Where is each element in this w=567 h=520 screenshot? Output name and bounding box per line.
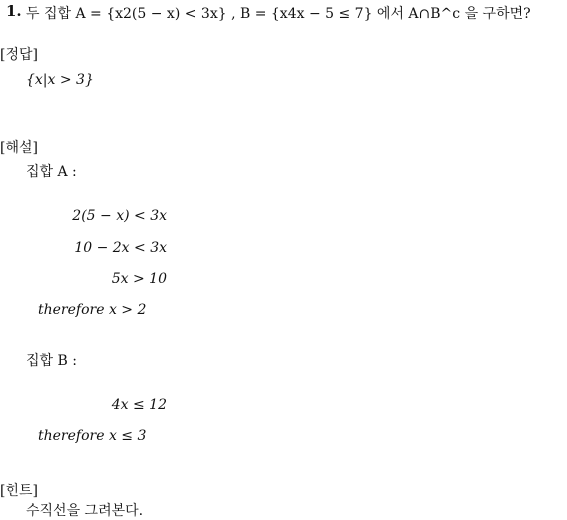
set-b-step-1: 4x ≤ 12 xyxy=(111,397,167,413)
set-a-conclusion: therefore x > 2 xyxy=(38,302,147,318)
hint-heading: [힌트] xyxy=(0,483,38,499)
answer-heading: [정답] xyxy=(0,47,38,63)
set-b-conclusion: therefore x ≤ 3 xyxy=(38,428,147,444)
explanation-heading: [해설] xyxy=(0,140,38,156)
set-a-step-1: 2(5 − x) < 3x xyxy=(72,208,167,224)
question-number: 1. xyxy=(6,2,22,20)
set-a-step-2: 10 − 2x < 3x xyxy=(74,240,167,256)
answer-value: {x|x > 3} xyxy=(26,72,94,88)
set-a-step-3: 5x > 10 xyxy=(111,271,167,287)
set-b-label: 집합 B : xyxy=(26,353,77,369)
set-a-label: 집합 A : xyxy=(26,164,77,180)
hint-text: 수직선을 그려본다. xyxy=(26,503,144,519)
question-text: 두 집합 A = {x2(5 − x) < 3x} , B = {x4x − 5 ≤ 7} 에서 A∩B^c 을 구하면? xyxy=(26,6,531,22)
